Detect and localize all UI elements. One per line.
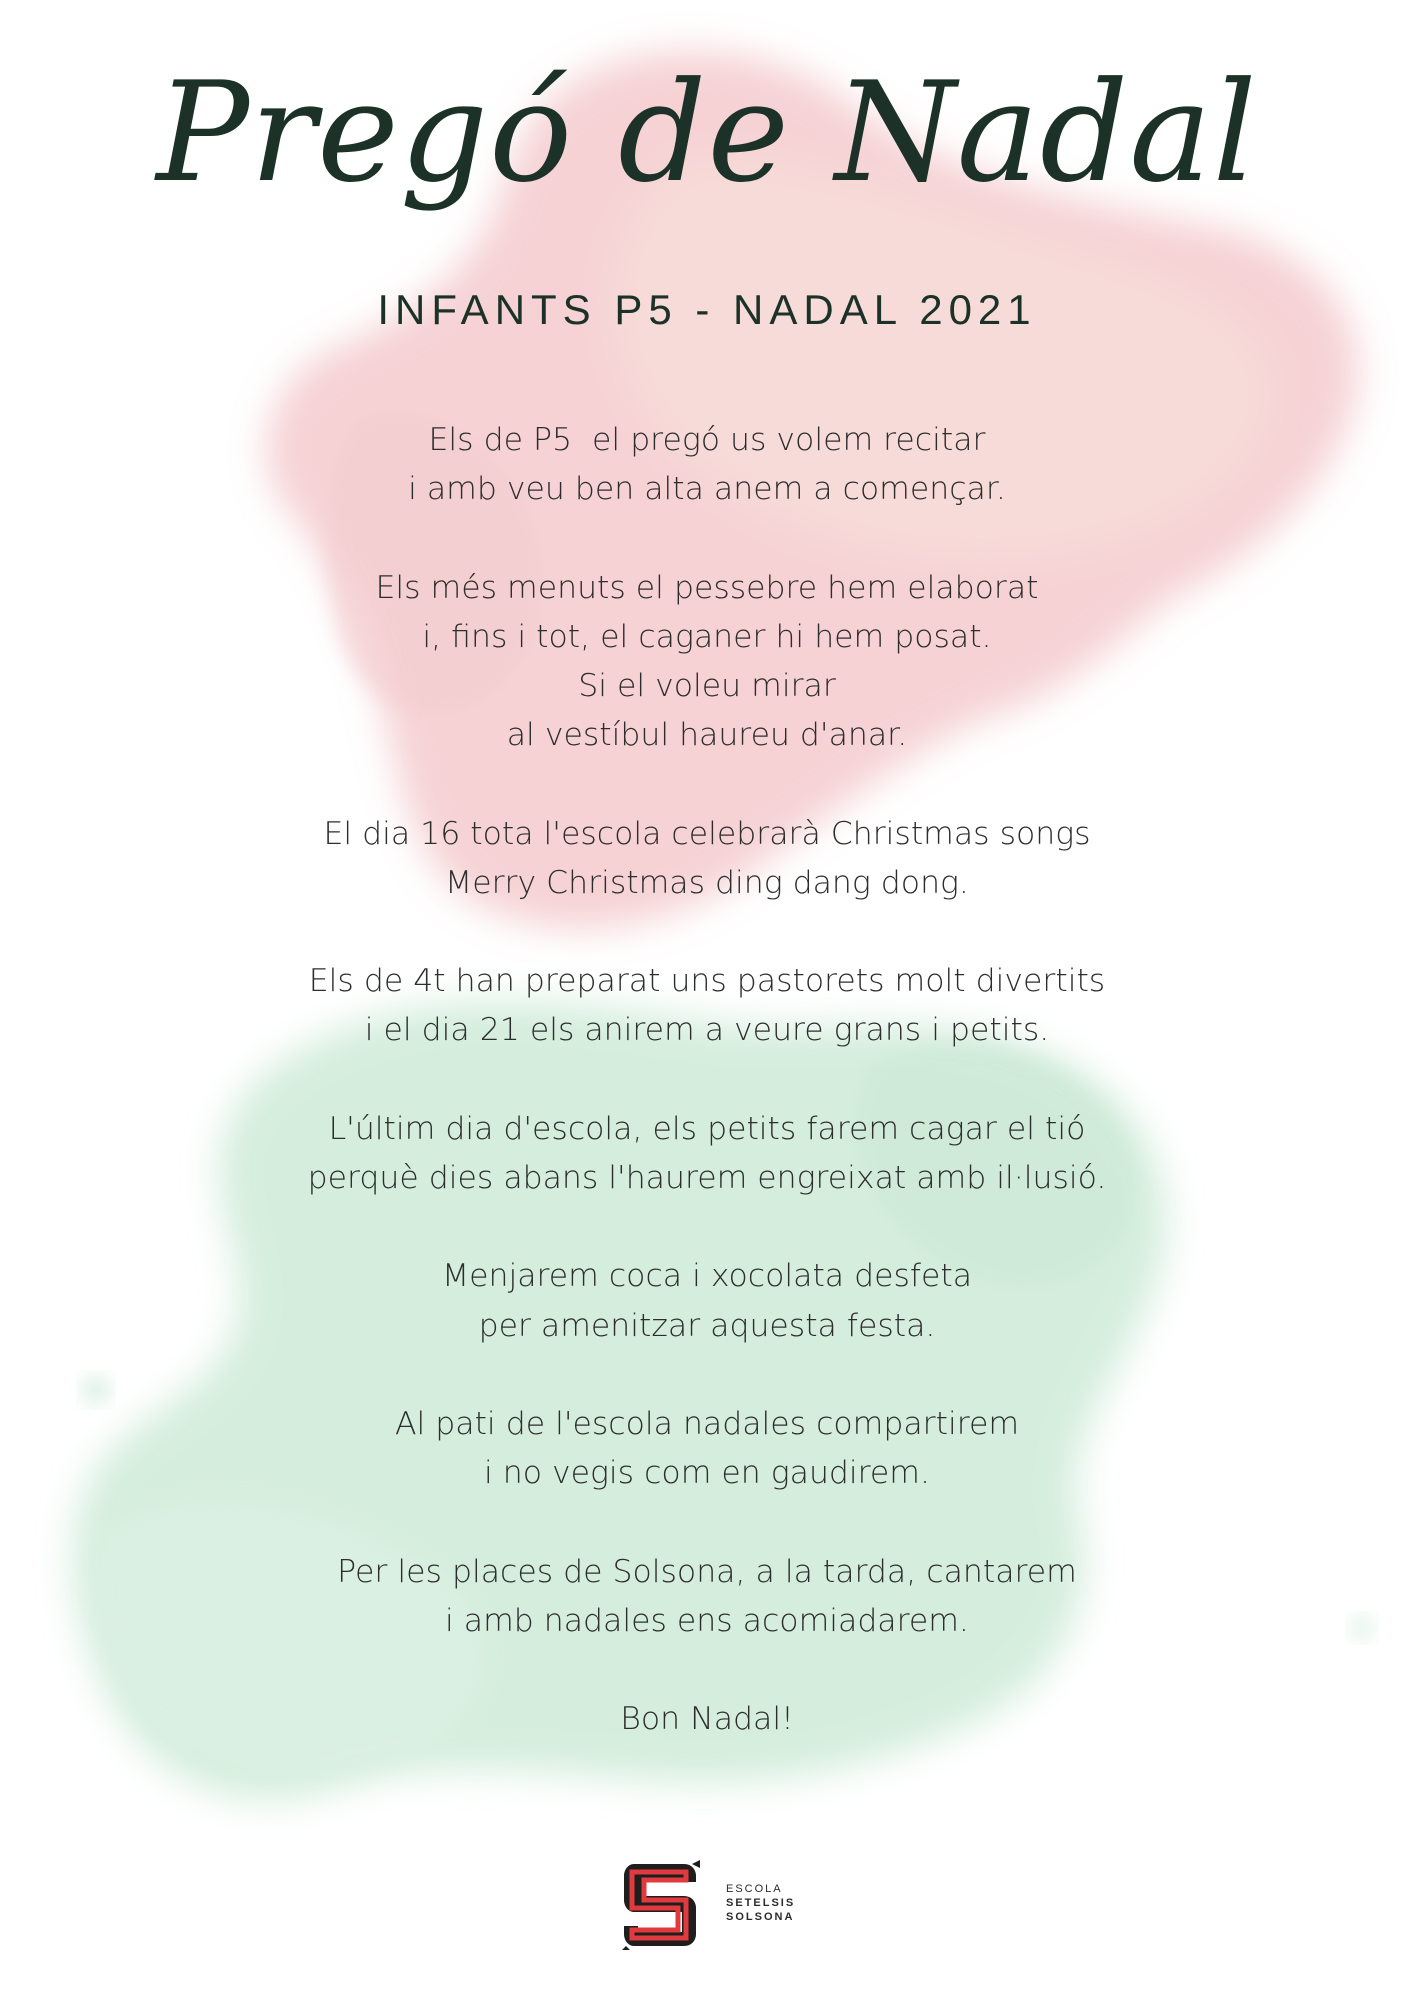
poem-line: perquè dies abans l'haurem engreixat amb il·lusió. [307,1159,1107,1196]
poem-line: Bon Nadal! [620,1701,794,1738]
poem-line: Els de P5 el pregó us volem recitar [428,422,986,458]
poem-line: i amb veu ben alta anem a començar. [408,471,1006,508]
poem-line: Els més menuts el pessebre hem elaborat [375,569,1039,606]
poem-line: Menjarem coca i xocolata desfeta [441,1258,973,1295]
poem-line: i amb nadales ens acomiadarem. [445,1602,969,1639]
poem-line: al vestíbul haureu d'anar. [506,717,908,754]
poem-line: per amenitzar aquesta festa. [478,1307,936,1344]
poem-stanza [0,1400,1414,1498]
poem-stanza [0,1252,1414,1350]
poem-stanza [0,957,1414,1055]
poem-line: Merry Christmas ding dang dong. [445,864,969,901]
poem-stanza [0,1548,1414,1646]
school-logo [622,1860,812,1960]
page-subtitle: INFANTS P5 - NADAL 2021 [377,286,1037,333]
poem-line: i el dia 21 els anirem a veure grans i petits. [364,1012,1050,1049]
poem-stanza [0,564,1414,761]
school-s-logo-icon [622,1860,702,1950]
logo-line-1: ESCOLA [726,1883,783,1895]
poem-line: L'últim dia d'escola, els petits farem cagar el tió [328,1110,1086,1147]
poem-line: El dia 16 tota l'escola celebrarà Christmas songs [323,815,1091,852]
poem-line: i, fins i tot, el caganer hi hem posat. [422,618,992,655]
poem-line: Els de 4t han preparat uns pastorets molt divertits [308,963,1106,1000]
poem-line: Per les places de Solsona, a la tarda, cantarem [337,1553,1077,1590]
poem-line: Al pati de l'escola nadales compartirem [394,1405,1020,1442]
logo-line-3: SOLSONA [726,1911,795,1923]
page-title: Pregó de Nadal [156,52,1258,213]
logo-line-2: SETELSIS [726,1897,796,1909]
school-logo-text [726,1882,795,1924]
poem-stanza [0,810,1414,908]
poem-stanza [0,416,1414,514]
poem-line: Si el voleu mirar [578,668,836,704]
poem-stanza [0,1105,1414,1203]
poem-stanza [0,1695,1414,1744]
poem-body [0,416,1414,1794]
poem-line: i no vegis com en gaudirem. [483,1455,930,1492]
